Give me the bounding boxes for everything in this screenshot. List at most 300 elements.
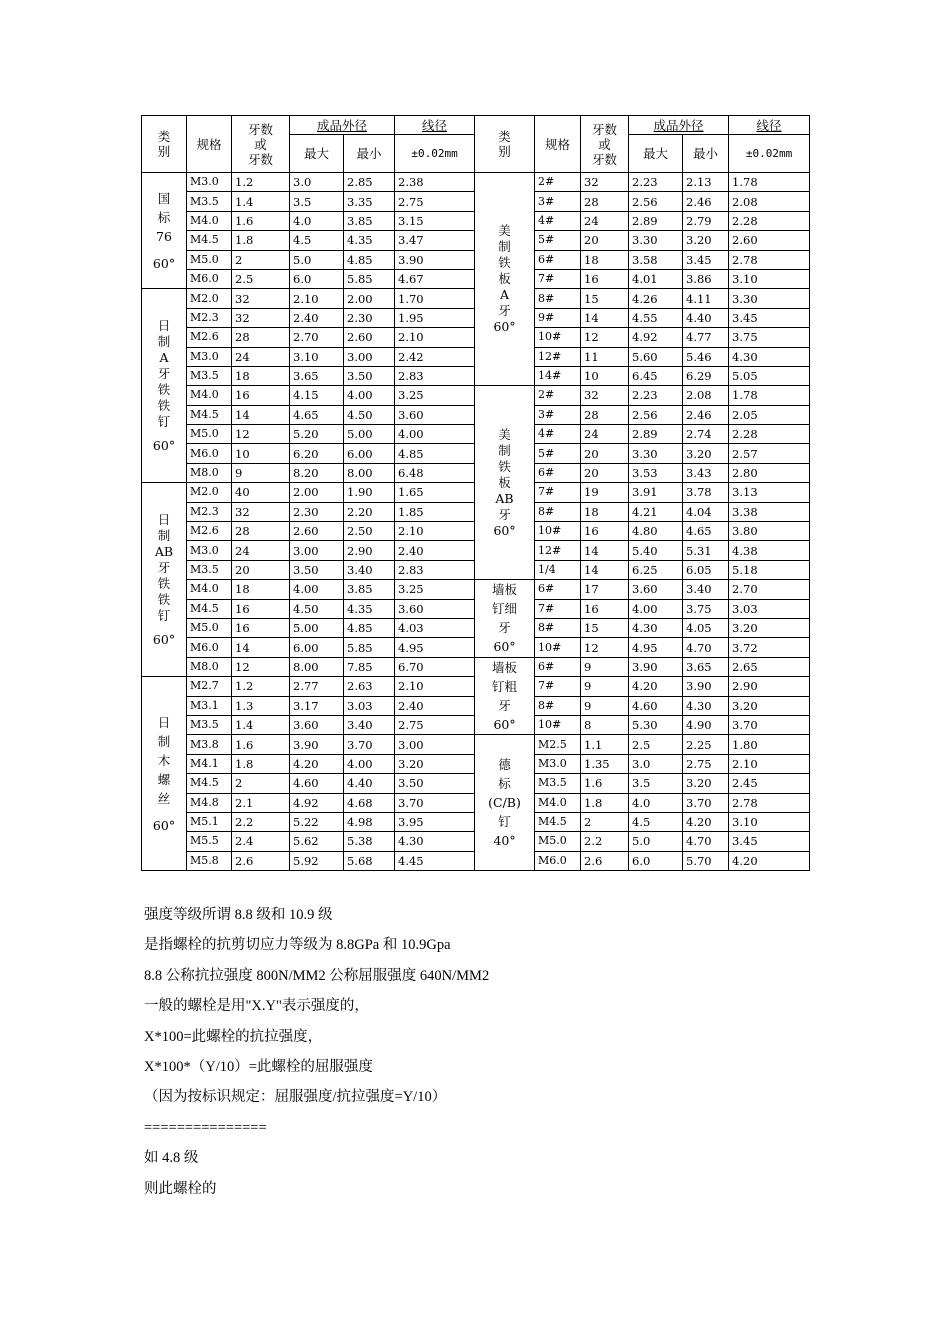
category-cell	[475, 580, 535, 658]
teeth-cell: 1.6	[232, 211, 290, 230]
min-diameter-cell: 3.70	[344, 735, 395, 754]
max-diameter-cell: 5.22	[290, 812, 344, 831]
category-cell	[475, 386, 535, 580]
teeth-cell: 32	[232, 289, 290, 308]
spec-cell: 12#	[535, 347, 581, 366]
spec-cell: 10#	[535, 328, 581, 347]
min-diameter-cell: 2.50	[344, 522, 395, 541]
wire-diameter-cell: 2.10	[729, 754, 810, 773]
category-cell	[475, 735, 535, 871]
spec-cell: M4.5	[187, 405, 232, 424]
min-diameter-cell: 2.79	[683, 211, 729, 230]
spec-cell: 8#	[535, 502, 581, 521]
min-diameter-cell: 3.20	[683, 231, 729, 250]
max-diameter-cell: 4.01	[629, 269, 683, 288]
wire-diameter-cell: 3.60	[395, 405, 475, 424]
wire-diameter-cell: 3.60	[395, 599, 475, 618]
spec-cell: M3.1	[187, 696, 232, 715]
max-diameter-cell: 2.23	[629, 173, 683, 192]
min-diameter-cell: 5.00	[344, 425, 395, 444]
wire-diameter-cell: 4.00	[395, 425, 475, 444]
wire-diameter-cell: 3.20	[395, 754, 475, 773]
max-diameter-cell: 4.92	[290, 793, 344, 812]
wire-diameter-cell: 1.78	[729, 386, 810, 405]
max-diameter-cell: 5.0	[290, 250, 344, 269]
min-diameter-cell: 3.00	[344, 347, 395, 366]
max-diameter-cell: 2.10	[290, 289, 344, 308]
max-diameter-cell: 8.20	[290, 463, 344, 482]
wire-diameter-cell: 2.10	[395, 677, 475, 696]
min-diameter-cell: 7.85	[344, 657, 395, 676]
spec-cell: M4.0	[187, 580, 232, 599]
note-line: 则此螺栓的	[144, 1180, 217, 1197]
spec-cell: M2.7	[187, 677, 232, 696]
max-diameter-cell: 5.92	[290, 851, 344, 870]
max-diameter-cell: 4.50	[290, 599, 344, 618]
teeth-cell: 16	[232, 618, 290, 637]
teeth-cell: 18	[232, 580, 290, 599]
max-diameter-cell: 6.25	[629, 560, 683, 579]
teeth-cell: 9	[581, 657, 629, 676]
header-min-right: 最小	[683, 135, 729, 173]
table-body	[142, 173, 810, 871]
teeth-cell: 1.8	[232, 231, 290, 250]
min-diameter-cell: 4.30	[683, 696, 729, 715]
min-diameter-cell: 2.25	[683, 735, 729, 754]
teeth-cell: 8	[581, 715, 629, 734]
teeth-cell: 2.6	[581, 851, 629, 870]
teeth-cell: 40	[232, 483, 290, 502]
wire-diameter-cell: 3.15	[395, 211, 475, 230]
min-diameter-cell: 4.85	[344, 250, 395, 269]
category-label: 日 制 木 螺 丝	[157, 714, 171, 806]
wire-diameter-cell: 2.10	[395, 328, 475, 347]
min-diameter-cell: 3.78	[683, 483, 729, 502]
teeth-cell: 28	[581, 405, 629, 424]
max-diameter-cell: 5.30	[629, 715, 683, 734]
spec-cell: 8#	[535, 289, 581, 308]
teeth-cell: 2	[232, 250, 290, 269]
min-diameter-cell: 4.40	[344, 774, 395, 793]
max-diameter-cell: 3.53	[629, 463, 683, 482]
table-row	[142, 580, 810, 599]
teeth-cell: 1.2	[232, 173, 290, 192]
max-diameter-cell: 3.30	[629, 444, 683, 463]
min-diameter-cell: 2.46	[683, 192, 729, 211]
min-diameter-cell: 8.00	[344, 463, 395, 482]
spec-cell: M3.0	[187, 541, 232, 560]
header-teeth-left: 牙数 或 牙数	[232, 116, 290, 173]
teeth-cell: 15	[581, 289, 629, 308]
spec-cell: 14#	[535, 366, 581, 385]
max-diameter-cell: 3.58	[629, 250, 683, 269]
min-diameter-cell: 2.60	[344, 328, 395, 347]
max-diameter-cell: 2.60	[290, 522, 344, 541]
spec-cell: M6.0	[187, 444, 232, 463]
spec-cell: M6.0	[187, 269, 232, 288]
spec-cell: M5.0	[187, 425, 232, 444]
teeth-cell: 1.6	[581, 774, 629, 793]
teeth-cell: 1.8	[581, 793, 629, 812]
max-diameter-cell: 6.00	[290, 638, 344, 657]
min-diameter-cell: 4.00	[344, 386, 395, 405]
wire-diameter-cell: 3.90	[395, 250, 475, 269]
max-diameter-cell: 4.26	[629, 289, 683, 308]
min-diameter-cell: 3.90	[683, 677, 729, 696]
teeth-cell: 9	[232, 463, 290, 482]
min-diameter-cell: 4.35	[344, 231, 395, 250]
max-diameter-cell: 5.60	[629, 347, 683, 366]
min-diameter-cell: 3.70	[683, 793, 729, 812]
max-diameter-cell: 6.0	[629, 851, 683, 870]
spec-cell: 6#	[535, 657, 581, 676]
spec-cell: 7#	[535, 269, 581, 288]
teeth-cell: 10	[581, 366, 629, 385]
wire-diameter-cell: 5.18	[729, 560, 810, 579]
wire-diameter-cell: 4.30	[395, 832, 475, 851]
header-category-left: 类 别	[142, 116, 187, 173]
category-label: 德 标 (C/B) 钉 40°	[488, 757, 521, 849]
note-line: 一般的螺栓是用"X.Y"表示强度的，	[144, 998, 369, 1015]
max-diameter-cell: 4.80	[629, 522, 683, 541]
wire-diameter-cell: 1.85	[395, 502, 475, 521]
wire-diameter-cell: 2.10	[395, 522, 475, 541]
teeth-cell: 1.6	[232, 735, 290, 754]
max-diameter-cell: 5.0	[629, 832, 683, 851]
max-diameter-cell: 5.62	[290, 832, 344, 851]
teeth-cell: 20	[581, 463, 629, 482]
teeth-cell: 18	[232, 366, 290, 385]
wire-diameter-cell: 3.10	[729, 812, 810, 831]
min-diameter-cell: 3.20	[683, 774, 729, 793]
spec-cell: M3.5	[535, 774, 581, 793]
category-label: 美 制 铁 板 AB 牙 60°	[493, 426, 516, 538]
spec-cell: 1/4	[535, 560, 581, 579]
spec-cell: 3#	[535, 192, 581, 211]
min-diameter-cell: 2.74	[683, 425, 729, 444]
max-diameter-cell: 3.0	[629, 754, 683, 773]
min-diameter-cell: 4.65	[683, 522, 729, 541]
spec-cell: 10#	[535, 522, 581, 541]
min-diameter-cell: 3.20	[683, 444, 729, 463]
teeth-cell: 11	[581, 347, 629, 366]
category-cell	[142, 289, 187, 483]
min-diameter-cell: 2.08	[683, 386, 729, 405]
wire-diameter-cell: 3.45	[729, 832, 810, 851]
wire-diameter-cell: 3.03	[729, 599, 810, 618]
teeth-cell: 28	[232, 522, 290, 541]
spec-cell: 7#	[535, 483, 581, 502]
header-max-left: 最大	[290, 135, 344, 173]
min-diameter-cell: 5.68	[344, 851, 395, 870]
teeth-cell: 14	[232, 638, 290, 657]
wire-diameter-cell: 3.70	[729, 715, 810, 734]
wire-diameter-cell: 2.83	[395, 366, 475, 385]
teeth-cell: 17	[581, 580, 629, 599]
spec-cell: 2#	[535, 173, 581, 192]
max-diameter-cell: 4.00	[629, 599, 683, 618]
max-diameter-cell: 2.30	[290, 502, 344, 521]
teeth-cell: 1.35	[581, 754, 629, 773]
teeth-cell: 19	[581, 483, 629, 502]
teeth-cell: 12	[232, 657, 290, 676]
teeth-cell: 14	[581, 560, 629, 579]
header-teeth-right: 牙数 或 牙数	[581, 116, 629, 173]
max-diameter-cell: 2.89	[629, 211, 683, 230]
table-row	[142, 173, 810, 192]
min-diameter-cell: 3.03	[344, 696, 395, 715]
spec-cell: 6#	[535, 580, 581, 599]
spec-cell: M8.0	[187, 463, 232, 482]
note-line: ===============	[144, 1119, 267, 1136]
spec-cell: M4.5	[187, 774, 232, 793]
teeth-cell: 12	[581, 638, 629, 657]
teeth-cell: 20	[581, 231, 629, 250]
min-diameter-cell: 4.70	[683, 832, 729, 851]
spec-cell: 10#	[535, 638, 581, 657]
min-diameter-cell: 4.40	[683, 308, 729, 327]
spec-cell: M5.0	[535, 832, 581, 851]
teeth-cell: 32	[232, 308, 290, 327]
teeth-cell: 12	[232, 425, 290, 444]
wire-diameter-cell: 1.70	[395, 289, 475, 308]
max-diameter-cell: 3.90	[290, 735, 344, 754]
min-diameter-cell: 3.75	[683, 599, 729, 618]
teeth-cell: 24	[232, 541, 290, 560]
wire-diameter-cell: 3.10	[729, 269, 810, 288]
wire-diameter-cell: 2.60	[729, 231, 810, 250]
header-tolerance-right: ±0.02mm	[729, 135, 810, 173]
spec-cell: 8#	[535, 696, 581, 715]
teeth-cell: 14	[581, 308, 629, 327]
wire-diameter-cell: 2.78	[729, 250, 810, 269]
wire-diameter-cell: 3.75	[729, 328, 810, 347]
min-diameter-cell: 4.35	[344, 599, 395, 618]
spec-cell: M5.8	[187, 851, 232, 870]
max-diameter-cell: 3.5	[629, 774, 683, 793]
max-diameter-cell: 3.10	[290, 347, 344, 366]
note-line: 是指螺栓的抗剪切应力等级为 8.8GPa 和 10.9Gpa	[144, 937, 451, 954]
min-diameter-cell: 2.30	[344, 308, 395, 327]
max-diameter-cell: 6.45	[629, 366, 683, 385]
teeth-cell: 9	[581, 677, 629, 696]
max-diameter-cell: 2.77	[290, 677, 344, 696]
header-wire-diameter-left: 线径	[395, 116, 475, 135]
header-min-left: 最小	[344, 135, 395, 173]
wire-diameter-cell: 3.50	[395, 774, 475, 793]
spec-cell: M3.5	[187, 366, 232, 385]
teeth-cell: 16	[581, 599, 629, 618]
min-diameter-cell: 4.11	[683, 289, 729, 308]
spec-cell: 10#	[535, 715, 581, 734]
min-diameter-cell: 3.86	[683, 269, 729, 288]
spec-cell: M3.8	[187, 735, 232, 754]
wire-diameter-cell: 2.75	[395, 715, 475, 734]
max-diameter-cell: 3.17	[290, 696, 344, 715]
wire-diameter-cell: 3.45	[729, 308, 810, 327]
spec-cell: M2.6	[187, 522, 232, 541]
spec-cell: M4.5	[535, 812, 581, 831]
max-diameter-cell: 4.0	[629, 793, 683, 812]
max-diameter-cell: 4.5	[290, 231, 344, 250]
wire-diameter-cell: 2.78	[729, 793, 810, 812]
teeth-cell: 15	[581, 618, 629, 637]
max-diameter-cell: 3.00	[290, 541, 344, 560]
spec-cell: M3.5	[187, 192, 232, 211]
wire-diameter-cell: 3.38	[729, 502, 810, 521]
spec-cell: 7#	[535, 599, 581, 618]
wire-diameter-cell: 2.65	[729, 657, 810, 676]
min-diameter-cell: 6.29	[683, 366, 729, 385]
wire-diameter-cell: 4.20	[729, 851, 810, 870]
min-diameter-cell: 2.63	[344, 677, 395, 696]
note-line: 强度等级所谓 8.8 级和 10.9 级	[144, 907, 333, 923]
spec-cell: 3#	[535, 405, 581, 424]
max-diameter-cell: 5.40	[629, 541, 683, 560]
max-diameter-cell: 4.20	[629, 677, 683, 696]
min-diameter-cell: 3.40	[683, 580, 729, 599]
teeth-cell: 28	[581, 192, 629, 211]
max-diameter-cell: 6.20	[290, 444, 344, 463]
header-spec-right: 规格	[535, 116, 581, 173]
wire-diameter-cell: 2.70	[729, 580, 810, 599]
teeth-cell: 2.6	[232, 851, 290, 870]
spec-cell: M4.0	[535, 793, 581, 812]
spec-cell: M5.5	[187, 832, 232, 851]
spec-cell: M6.0	[535, 851, 581, 870]
header-category-right: 类 别	[475, 116, 535, 173]
spec-cell: M3.0	[535, 754, 581, 773]
max-diameter-cell: 4.0	[290, 211, 344, 230]
spec-cell: M8.0	[187, 657, 232, 676]
wire-diameter-cell: 3.25	[395, 386, 475, 405]
teeth-cell: 16	[581, 522, 629, 541]
spec-cell: 6#	[535, 250, 581, 269]
spec-cell: M5.0	[187, 618, 232, 637]
spec-cell: 9#	[535, 308, 581, 327]
wire-diameter-cell: 3.70	[395, 793, 475, 812]
wire-diameter-cell: 4.03	[395, 618, 475, 637]
max-diameter-cell: 4.60	[629, 696, 683, 715]
wire-diameter-cell: 2.57	[729, 444, 810, 463]
teeth-cell: 1.8	[232, 754, 290, 773]
min-diameter-cell: 6.00	[344, 444, 395, 463]
teeth-cell: 32	[232, 502, 290, 521]
wire-diameter-cell: 3.13	[729, 483, 810, 502]
max-diameter-cell: 3.91	[629, 483, 683, 502]
category-cell	[142, 677, 187, 871]
max-diameter-cell: 2.00	[290, 483, 344, 502]
max-diameter-cell: 4.00	[290, 580, 344, 599]
max-diameter-cell: 2.23	[629, 386, 683, 405]
header-spec-left: 规格	[187, 116, 232, 173]
spec-cell: 4#	[535, 425, 581, 444]
teeth-cell: 1.1	[581, 735, 629, 754]
screw-spec-table	[141, 115, 810, 871]
strength-notes	[144, 904, 844, 1208]
wire-diameter-cell: 4.67	[395, 269, 475, 288]
thread-angle: 60°	[152, 631, 176, 647]
teeth-cell: 24	[232, 347, 290, 366]
wire-diameter-cell: 4.85	[395, 444, 475, 463]
note-line: X*100*（Y/10）=此螺栓的屈服强度	[144, 1058, 373, 1075]
max-diameter-cell: 3.50	[290, 560, 344, 579]
teeth-cell: 16	[232, 386, 290, 405]
min-diameter-cell: 3.40	[344, 715, 395, 734]
min-diameter-cell: 4.77	[683, 328, 729, 347]
teeth-cell: 1.4	[232, 715, 290, 734]
wire-diameter-cell: 3.95	[395, 812, 475, 831]
min-diameter-cell: 5.85	[344, 269, 395, 288]
spec-cell: M2.5	[535, 735, 581, 754]
spec-cell: M4.5	[187, 599, 232, 618]
wire-diameter-cell: 2.80	[729, 463, 810, 482]
wire-diameter-cell: 3.72	[729, 638, 810, 657]
max-diameter-cell: 4.21	[629, 502, 683, 521]
max-diameter-cell: 3.60	[629, 580, 683, 599]
wire-diameter-cell: 1.80	[729, 735, 810, 754]
teeth-cell: 32	[581, 386, 629, 405]
wire-diameter-cell: 3.25	[395, 580, 475, 599]
spec-cell: M6.0	[187, 638, 232, 657]
max-diameter-cell: 2.56	[629, 405, 683, 424]
min-diameter-cell: 4.50	[344, 405, 395, 424]
min-diameter-cell: 5.70	[683, 851, 729, 870]
wire-diameter-cell: 6.70	[395, 657, 475, 676]
spec-cell: M3.0	[187, 173, 232, 192]
teeth-cell: 2	[232, 774, 290, 793]
min-diameter-cell: 3.85	[344, 580, 395, 599]
teeth-cell: 2	[581, 812, 629, 831]
min-diameter-cell: 4.98	[344, 812, 395, 831]
max-diameter-cell: 3.90	[629, 657, 683, 676]
thread-angle: 60°	[152, 255, 176, 271]
header-outer-diameter-right: 成品外径	[629, 116, 729, 135]
max-diameter-cell: 3.5	[290, 192, 344, 211]
min-diameter-cell: 2.00	[344, 289, 395, 308]
spec-cell: M2.6	[187, 328, 232, 347]
wire-diameter-cell: 2.38	[395, 173, 475, 192]
teeth-cell: 18	[581, 250, 629, 269]
min-diameter-cell: 2.85	[344, 173, 395, 192]
table-row	[142, 657, 810, 676]
max-diameter-cell: 4.55	[629, 308, 683, 327]
wire-diameter-cell: 2.40	[395, 541, 475, 560]
min-diameter-cell: 2.13	[683, 173, 729, 192]
wire-diameter-cell: 1.95	[395, 308, 475, 327]
wire-diameter-cell: 1.65	[395, 483, 475, 502]
max-diameter-cell: 5.00	[290, 618, 344, 637]
min-diameter-cell: 3.35	[344, 192, 395, 211]
spec-cell: M4.8	[187, 793, 232, 812]
teeth-cell: 12	[581, 328, 629, 347]
category-label: 墙板 钉细 牙 60°	[492, 582, 518, 655]
teeth-cell: 20	[581, 444, 629, 463]
spec-cell: M3.5	[187, 560, 232, 579]
wire-diameter-cell: 2.75	[395, 192, 475, 211]
wire-diameter-cell: 2.28	[729, 211, 810, 230]
spec-cell: M4.0	[187, 211, 232, 230]
max-diameter-cell: 2.56	[629, 192, 683, 211]
wire-diameter-cell: 4.95	[395, 638, 475, 657]
max-diameter-cell: 4.65	[290, 405, 344, 424]
spec-cell: 6#	[535, 463, 581, 482]
teeth-cell: 2.2	[581, 832, 629, 851]
max-diameter-cell: 3.60	[290, 715, 344, 734]
min-diameter-cell: 4.20	[683, 812, 729, 831]
spec-cell: M5.1	[187, 812, 232, 831]
min-diameter-cell: 3.43	[683, 463, 729, 482]
